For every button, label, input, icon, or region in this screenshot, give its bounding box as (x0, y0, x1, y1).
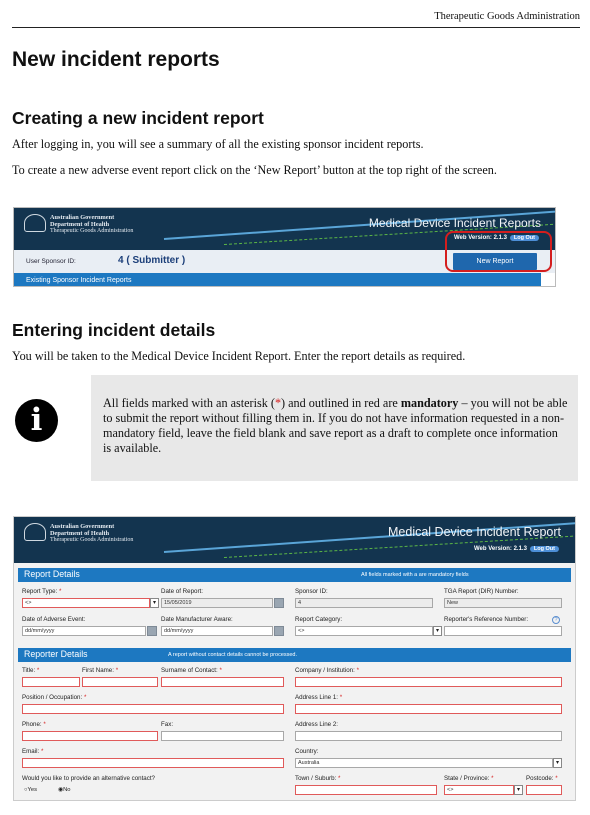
page-title: New incident reports (12, 48, 220, 71)
phone-label: Phone: * (22, 721, 46, 728)
app-banner (14, 517, 575, 563)
screenshot-report-list (13, 207, 556, 287)
logout-button[interactable]: Log Out (510, 235, 539, 241)
date-adverse-label: Date of Adverse Event: (22, 616, 86, 623)
phone-field[interactable] (22, 731, 158, 741)
date-aware-field[interactable]: dd/mm/yyyy (161, 626, 273, 636)
reporters-reference-field[interactable] (444, 626, 562, 636)
app-title: Medical Device Incident Reports (368, 216, 541, 230)
paragraph: After logging in, you will see a summary of all the existing sponsor incident reports. (12, 137, 424, 151)
surname-label: Surname of Contact: * (161, 667, 222, 674)
info-callout (91, 375, 578, 481)
calendar-icon[interactable] (147, 626, 157, 636)
position-field[interactable] (22, 704, 284, 714)
calendar-icon[interactable] (274, 626, 284, 636)
surname-field[interactable] (161, 677, 284, 687)
date-adverse-field[interactable]: dd/mm/yyyy (22, 626, 146, 636)
first-name-label: First Name: * (82, 667, 119, 674)
title-field[interactable] (22, 677, 80, 687)
state-label: State / Province: * (444, 775, 494, 782)
tga-report-field[interactable]: New (444, 598, 562, 608)
email-field[interactable] (22, 758, 284, 768)
company-label: Company / Institution: * (295, 667, 359, 674)
fax-label: Fax: (161, 721, 174, 728)
web-version: Web Version: 2.1.3 Log Out (474, 546, 559, 552)
crest-icon (24, 523, 46, 541)
country-select[interactable]: Australia (295, 758, 553, 768)
reporter-details-header: Reporter Details A report without contact details cannot be processed. (18, 648, 571, 662)
sponsor-id-field[interactable]: 4 (295, 598, 433, 608)
postcode-field[interactable] (526, 785, 562, 795)
report-type-select[interactable]: <> (22, 598, 150, 608)
report-type-label: Report Type: * (22, 588, 62, 595)
alt-contact-label: Would you like to provide an alternative contact? (22, 775, 155, 782)
postcode-label: Postcode: * (526, 775, 558, 782)
chevron-down-icon[interactable]: ▾ (150, 598, 159, 608)
report-details-header: Report Details All fields marked with a are mandatory fields (18, 568, 571, 582)
report-category-select[interactable]: <> (295, 626, 433, 636)
paragraph: To create a new adverse event report click on the ‘New Report’ button at the top right of the screen. (12, 163, 497, 177)
address2-field[interactable] (295, 731, 562, 741)
title-label: Title: * (22, 667, 40, 674)
tga-report-label: TGA Report (DIR) Number: (444, 588, 519, 595)
existing-reports-bar: Existing Sponsor Incident Reports (14, 273, 541, 287)
user-sponsor-value: 4 ( Submitter ) (118, 255, 186, 266)
section-heading-creating: Creating a new incident report (12, 108, 264, 128)
first-name-field[interactable] (82, 677, 158, 687)
help-icon[interactable]: ? (552, 616, 560, 624)
address1-label: Address Line 1: * (295, 694, 343, 701)
state-select[interactable]: <> (444, 785, 514, 795)
email-label: Email: * (22, 748, 44, 755)
address2-label: Address Line 2: (295, 721, 338, 728)
chevron-down-icon[interactable]: ▾ (514, 785, 523, 795)
screenshot-incident-form (13, 516, 576, 801)
crest-icon (24, 214, 46, 232)
town-label: Town / Suburb: * (295, 775, 341, 782)
company-field[interactable] (295, 677, 562, 687)
info-text: All fields marked with an asterisk (*) and outlined in red are mandatory – you will not be able to submit the report without filling them in. If you do not have information requested in a non-mandatory field, leave the field blank and save report as a draft to complete once information is available. (103, 396, 568, 455)
sponsor-id-label: Sponsor ID: (295, 588, 328, 595)
section-heading-entering: Entering incident details (12, 320, 216, 340)
reporters-reference-label: Reporter's Reference Number: (444, 616, 529, 623)
running-header: Therapeutic Goods Administration (12, 10, 580, 28)
government-logo-text: Australian Government Department of Health Therapeutic Goods Administration (50, 523, 134, 543)
info-icon: i (15, 399, 58, 442)
new-report-button[interactable]: New Report (453, 253, 537, 270)
paragraph: You will be taken to the Medical Device Incident Report. Enter the report details as required. (12, 349, 466, 363)
town-field[interactable] (295, 785, 437, 795)
fax-field[interactable] (161, 731, 284, 741)
logout-button[interactable]: Log Out (530, 546, 559, 552)
address1-field[interactable] (295, 704, 562, 714)
highlight-ring (445, 231, 552, 272)
calendar-icon[interactable] (274, 598, 284, 608)
position-label: Position / Occupation: * (22, 694, 87, 701)
report-category-label: Report Category: (295, 616, 343, 623)
government-logo-text: Australian Government Department of Health Therapeutic Goods Administration (50, 214, 134, 234)
radio-no[interactable]: ◉No (58, 787, 71, 793)
app-title: Medical Device Incident Report (388, 525, 561, 539)
date-of-report-label: Date of Report: (161, 588, 203, 595)
date-of-report-field[interactable]: 15/05/2019 (161, 598, 273, 608)
date-aware-label: Date Manufacturer Aware: (161, 616, 233, 623)
chevron-down-icon[interactable]: ▾ (553, 758, 562, 768)
user-sponsor-label: User Sponsor ID: (26, 258, 76, 265)
web-version: Web Version: 2.1.3 Log Out (454, 235, 539, 241)
chevron-down-icon[interactable]: ▾ (433, 626, 442, 636)
radio-yes[interactable]: ○Yes (24, 787, 37, 793)
country-label: Country: (295, 748, 319, 755)
incident-form (14, 563, 575, 800)
